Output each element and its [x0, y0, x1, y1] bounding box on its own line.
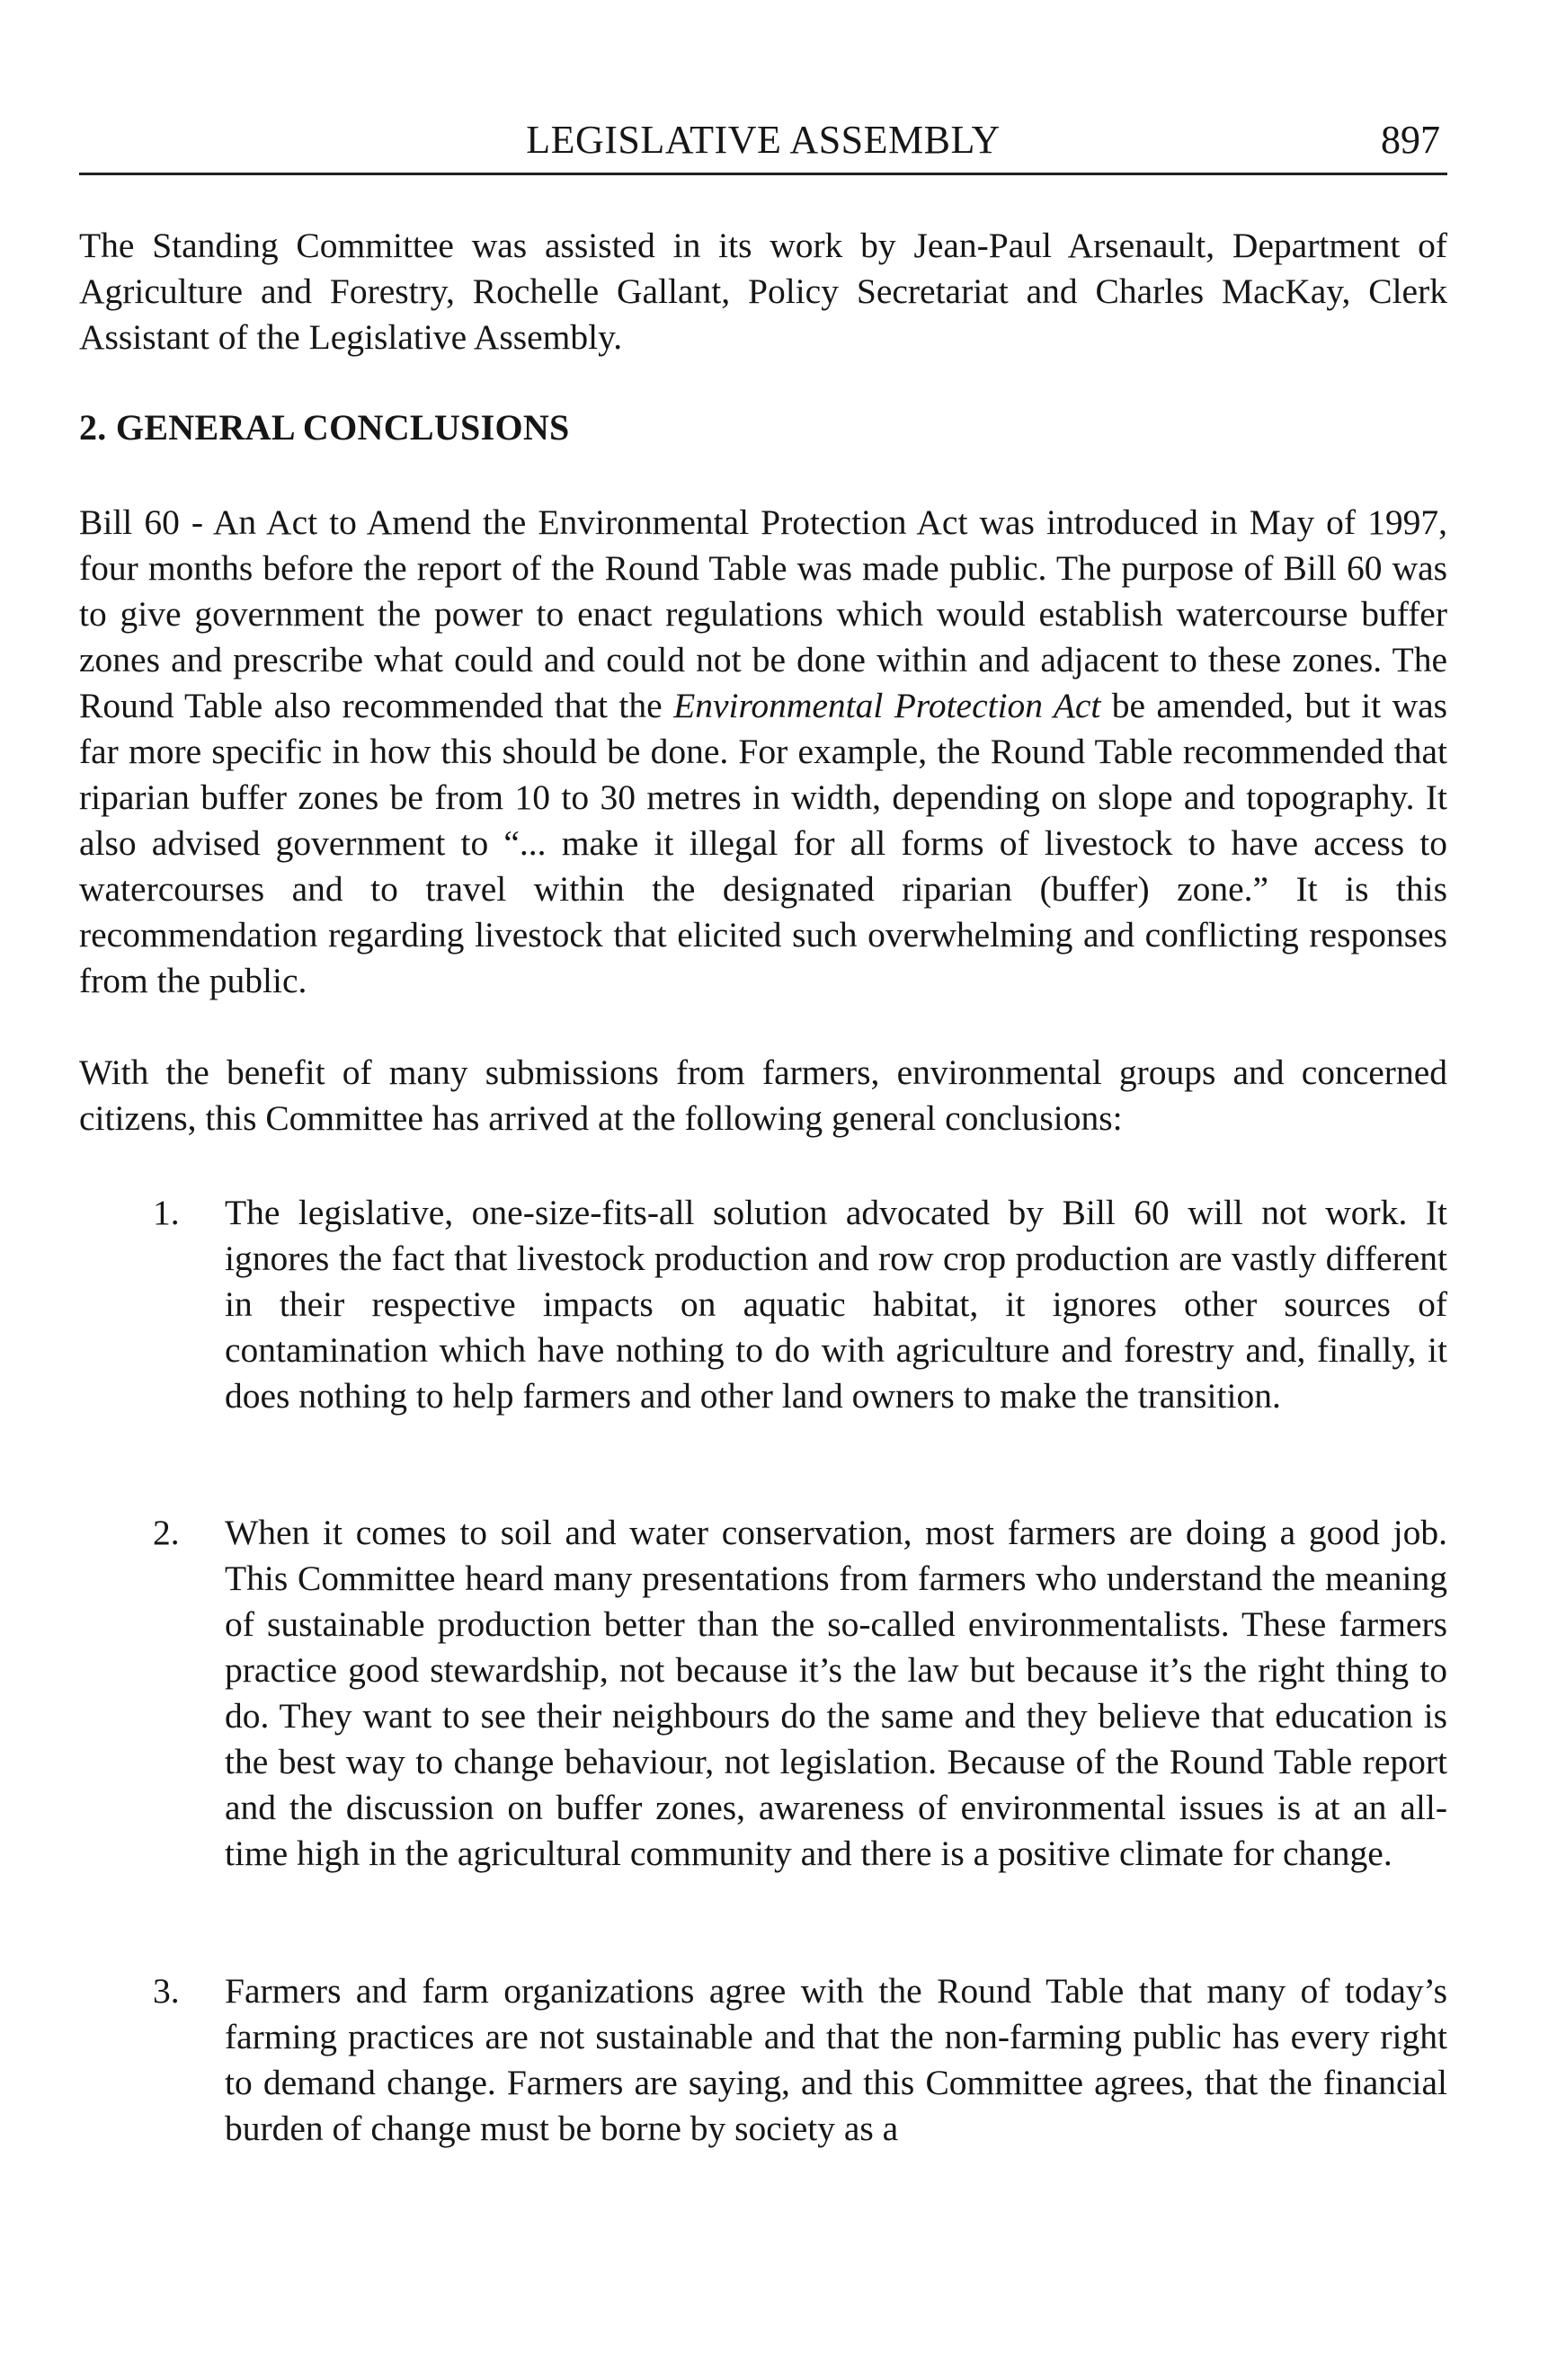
paragraph-text-part2: be amended, but it was far more specific in how this should be done. For example, the Round Table recommended that riparian buffer zones be from 10 to 30 metres in width, depending on slope and topography. It also advised government to “... make it illegal for all forms of livestock to have access to watercourses and to travel within the designated riparian (buffer) zone.” It is this recommendation regarding livestock that elicited such overwhelming and conflicting responses from the public.: [79, 686, 1447, 1000]
page-header: [79, 117, 1447, 175]
conclusion-number: 1.: [153, 1193, 180, 1232]
conclusion-text: Farmers and farm organizations agree with the Round Table that many of today’s farming practices are not sustainable and that the non-farming public has every right to demand change. Farmers are saying, and this Committee agrees, that the financial burden of change must be borne by society as a: [225, 1971, 1447, 2148]
conclusion-number: 3.: [153, 1971, 180, 2011]
conclusion-text: The legislative, one-size-fits-all solution advocated by Bill 60 will not work. It ignores the fact that livestock production and row crop production are vastly different in their respective impacts on aquatic habitat, it ignores other sources of contamination which have nothing to do with agriculture and forestry and, finally, it does nothing to help farmers and other land owners to make the transition.: [225, 1193, 1447, 1416]
intro-paragraph: The Standing Committee was assisted in its work by Jean-Paul Arsenault, Department of Agriculture and Forestry, Rochelle Gallant, Policy Secretariat and Charles MacKay, Clerk Assistant of the Legislative Assembly.: [79, 226, 1447, 357]
submissions-paragraph: With the benefit of many submissions from farmers, environmental groups and concerned citizens, this Committee has arrived at the following general conclusions:: [79, 1052, 1447, 1138]
section-heading: 2. GENERAL CONCLUSIONS: [79, 407, 570, 448]
paragraph-italic-title: Environmental Protection Act: [673, 686, 1101, 725]
running-title: LEGISLATIVE ASSEMBLY: [526, 118, 1001, 162]
bill-60-paragraph: [79, 500, 1447, 1004]
page-number: 897: [1381, 118, 1440, 162]
paragraph-text-part1: Bill 60 - An Act to Amend the Environmental Protection Act was introduced in May of 1997, four months before the report of the Round Table was made public. The purpose of Bill 60 was to give government the power to enact regulations which would establish watercourse buffer zones and prescribe what could and could not be done within and adjacent to these zones. The Round Table also recommended that the: [79, 502, 1447, 725]
conclusion-number: 2.: [153, 1513, 180, 1552]
conclusion-text: When it comes to soil and water conservation, most farmers are doing a good job. This Committee heard many presentations from farmers who understand the meaning of sustainable production better than the so-called environmentalists. These farmers practice good stewardship, not because it’s the law but because it’s the right thing to do. They want to see their neighbours do the same and they believe that education is the best way to change behaviour, not legislation. Because of the Round Table report and the discussion on buffer zones, awareness of environmental issues is at an all-time high in the agricultural community and there is a positive climate for change.: [225, 1513, 1447, 1873]
